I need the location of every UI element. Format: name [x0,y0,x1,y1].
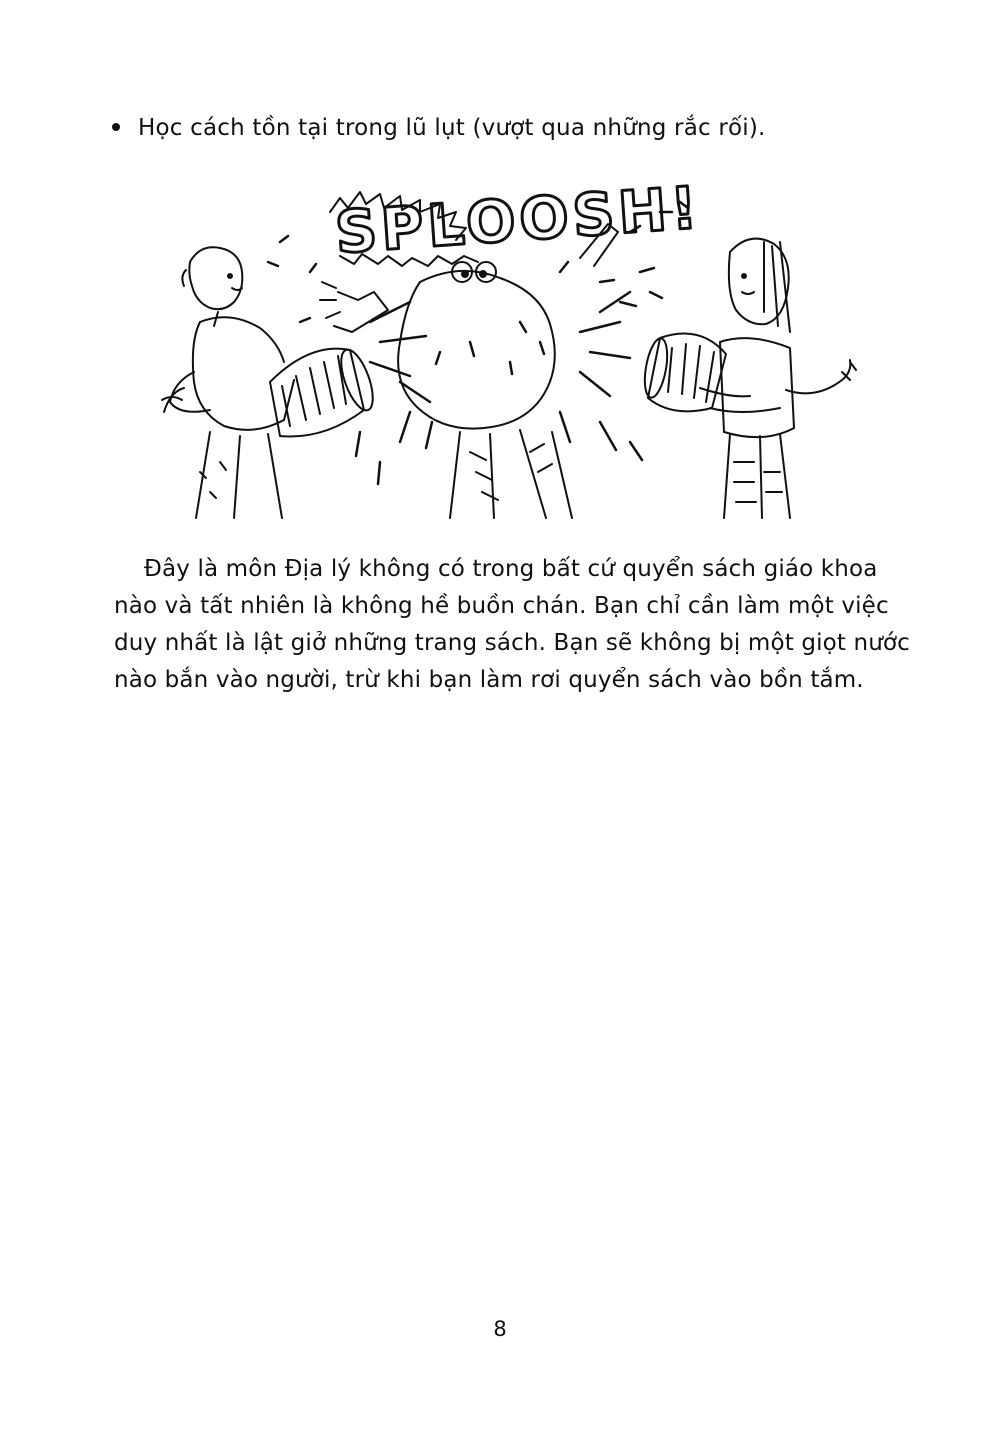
left-bucket-drawing [270,346,379,437]
paragraph-line: duy nhất là lật giở những trang sách. Bạn sẽ không bị một giọt nước [114,630,910,656]
bullet-dot-icon [112,123,120,131]
page-number: 8 [493,1317,507,1341]
right-person-drawing [700,239,856,518]
paragraph-line: nào và tất nhiên là không hề buồn chán. Bạn chỉ cần làm một việc [114,593,889,619]
bullet-item [112,112,912,144]
body-paragraph [114,551,910,699]
splash-sound-text: SPLOOSH! [333,173,704,267]
paragraph-line: nào bắn vào người, trừ khi bạn làm rơi quyển sách vào bồn tắm. [114,667,864,693]
bullet-text: Học cách tồn tại trong lũ lụt (vượt qua những rắc rối). [138,115,766,141]
splash-cartoon-illustration [160,172,860,520]
left-person-drawing [162,247,294,518]
right-bucket-drawing [641,334,726,412]
splashed-figure-drawing [320,224,618,518]
paragraph-line: Đây là môn Địa lý không có trong bất cứ quyển sách giáo khoa [144,556,878,582]
